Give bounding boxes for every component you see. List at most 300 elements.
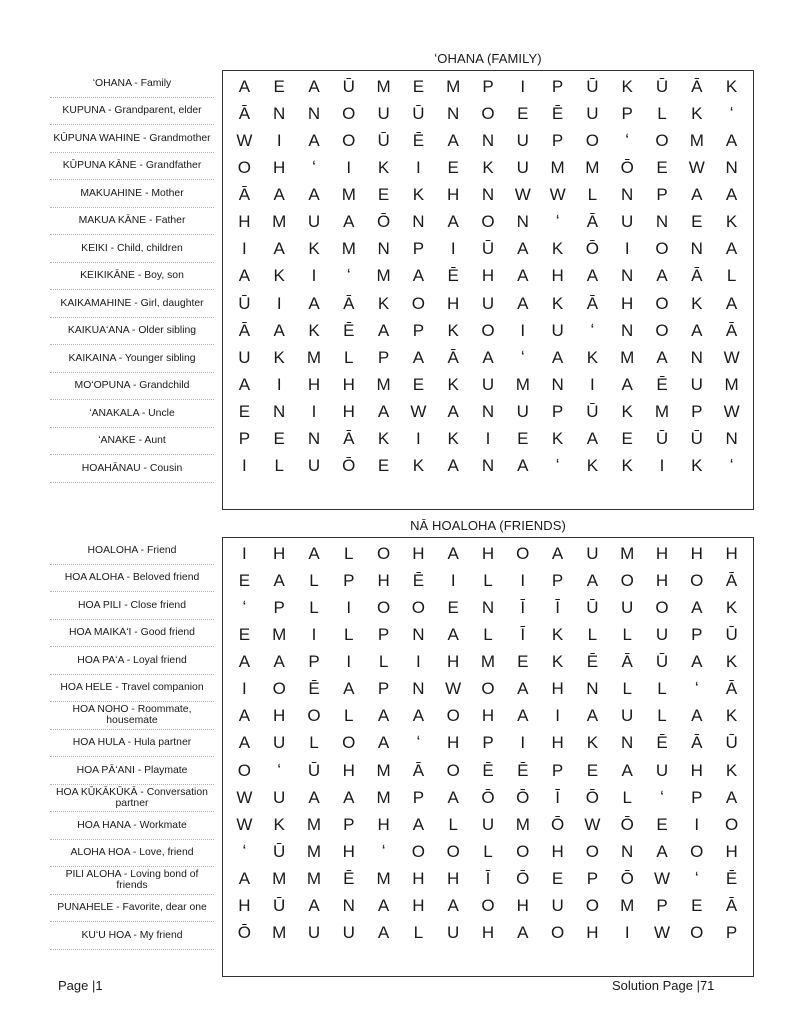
grid-cell: Ē	[725, 869, 738, 889]
grid-cell: O	[272, 679, 286, 699]
section-title: NĀ HOALOHA (FRIENDS)	[410, 518, 566, 533]
grid-cell	[366, 480, 401, 507]
grid-cell: Ā	[725, 320, 738, 340]
grid-cell: E	[586, 760, 599, 780]
grid-cell: W	[236, 814, 253, 834]
grid-cell	[610, 947, 645, 974]
grid-cell: I	[416, 429, 421, 449]
grid-cell: A	[621, 374, 633, 394]
grid-cell	[714, 480, 749, 507]
word-list-item: HOA NOHO - Roommate, housemate	[50, 702, 214, 730]
grid-cell: ʻ	[625, 130, 630, 150]
grid-cell: A	[447, 130, 459, 150]
grid-cell: L	[413, 923, 424, 943]
grid-cell: K	[691, 456, 703, 476]
grid-cell: K	[725, 652, 738, 672]
grid-cell: L	[309, 597, 319, 617]
grid-cell: P	[656, 185, 668, 205]
grid-cell: ʻ	[694, 679, 699, 699]
grid-cell: W	[688, 157, 705, 177]
grid-cell: P	[551, 76, 564, 96]
grid-cell: A	[273, 239, 285, 259]
grid-cell: P	[691, 624, 703, 644]
grid-cell	[297, 480, 332, 507]
word-list-item: PUNAHELE - Favorite, dear one	[50, 895, 214, 923]
grid-cell: O	[342, 733, 356, 753]
grid-cell: K	[586, 456, 599, 476]
grid-cell: I	[520, 570, 526, 590]
grid-cell: Ī	[520, 597, 526, 617]
grid-cell: A	[517, 923, 529, 943]
grid-cell: H	[725, 841, 738, 861]
grid-cell: N	[725, 157, 738, 177]
grid-cell: E	[691, 212, 703, 232]
grid-cell: W	[653, 869, 671, 889]
grid-cell: L	[344, 347, 354, 367]
grid-cell: A	[517, 706, 529, 726]
grid-cell: P	[551, 570, 564, 590]
grid-cell: U	[481, 814, 495, 834]
grid-cell: M	[376, 76, 391, 96]
grid-cell: K	[551, 652, 564, 672]
grid-cell: M	[515, 814, 530, 834]
grid-cell: E	[691, 896, 703, 916]
grid-cell: I	[694, 814, 700, 834]
grid-cell: N	[273, 103, 286, 123]
grid-cell: M	[376, 869, 391, 889]
grid-cell: P	[377, 679, 390, 699]
grid-cell: Ō	[237, 923, 252, 943]
word-list-item: HOA KŪKĀKŪKĀ - Conversation partner	[50, 785, 214, 813]
grid-cell: U	[238, 347, 251, 367]
grid-cell: K	[621, 402, 633, 422]
grid-cell: N	[621, 733, 634, 753]
grid-cell	[645, 480, 680, 507]
grid-cell: K	[725, 212, 738, 232]
grid-cell: Ō	[620, 814, 634, 834]
grid-cell: O	[690, 923, 704, 943]
grid-cell: U	[447, 923, 460, 943]
grid-cell: W	[723, 347, 740, 367]
grid-cell: P	[482, 76, 494, 96]
grid-cell: Ā	[343, 293, 355, 313]
grid-cell: H	[551, 266, 564, 286]
grid-cell: L	[483, 841, 493, 861]
grid-cell: W	[653, 923, 671, 943]
grid-cell: L	[344, 706, 354, 726]
grid-cell: U	[655, 760, 669, 780]
section-title: ʻOHANA (FAMILY)	[434, 51, 542, 66]
grid-cell: W	[549, 185, 566, 205]
grid-cell: A	[656, 841, 668, 861]
grid-cell: I	[346, 597, 352, 617]
grid-cell: H	[551, 679, 564, 699]
grid-cell: L	[483, 624, 493, 644]
grid-cell: Ā	[691, 733, 703, 753]
grid-cell: Ū	[586, 597, 599, 617]
grid-cell: H	[273, 543, 286, 563]
grid-cell: I	[346, 652, 352, 672]
grid-cell: Ū	[655, 429, 669, 449]
grid-cell: K	[273, 347, 285, 367]
grid-cell: N	[621, 185, 634, 205]
grid-cell: E	[551, 869, 564, 889]
grid-cell	[331, 480, 366, 507]
grid-cell: W	[410, 402, 427, 422]
grid-cell: N	[481, 402, 495, 422]
word-list-item: KŪPUNA WAHINE - Grandmother	[50, 125, 214, 153]
grid-cell: O	[411, 293, 425, 313]
grid-cell: N	[621, 266, 634, 286]
grid-cell: Ū	[725, 624, 738, 644]
grid-cell	[575, 480, 610, 507]
grid-cell: U	[342, 923, 355, 943]
grid-cell: A	[482, 347, 494, 367]
grid-cell: P	[343, 814, 355, 834]
grid-cell: I	[485, 429, 491, 449]
grid-cell	[262, 480, 297, 507]
grid-cell: K	[273, 814, 285, 834]
grid-cell: K	[377, 429, 390, 449]
grid-cell: A	[308, 130, 320, 150]
grid-cell: O	[446, 706, 460, 726]
grid-cell: P	[412, 320, 425, 340]
grid-cell: Ā	[238, 320, 251, 340]
grid-cell: H	[725, 543, 738, 563]
grid-cell: Ā	[412, 760, 425, 780]
grid-cell: E	[447, 157, 459, 177]
grid-cell: H	[377, 570, 390, 590]
grid-cell: E	[412, 76, 425, 96]
grid-cell: I	[450, 570, 456, 590]
grid-cell: H	[655, 570, 669, 590]
grid-cell: Ō	[481, 787, 495, 807]
grid-cell: A	[308, 185, 320, 205]
grid-cell	[366, 947, 401, 974]
grid-cell: K	[377, 293, 390, 313]
word-list-item: KŪPUNA KĀNE - Grandfather	[50, 153, 214, 181]
grid-cell: M	[689, 130, 704, 150]
word-list	[50, 70, 214, 483]
grid-cell: A	[725, 293, 738, 313]
grid-cell: Ē	[343, 869, 355, 889]
grid-cell: ʻ	[555, 212, 560, 232]
grid-cell: A	[343, 212, 355, 232]
grid-cell: A	[447, 543, 459, 563]
grid-cell: E	[447, 597, 459, 617]
grid-cell	[679, 947, 714, 974]
grid-cell: K	[691, 103, 703, 123]
grid-cell: K	[447, 320, 459, 340]
word-list-item: HOA PAʻA - Loyal friend	[50, 647, 214, 675]
grid-cell: Ū	[725, 733, 738, 753]
word-list-item: HOA PĀʻANI - Playmate	[50, 757, 214, 785]
grid-cell: L	[657, 103, 667, 123]
grid-cell: P	[308, 652, 320, 672]
grid-cell: I	[624, 239, 630, 259]
grid-cell: M	[446, 76, 461, 96]
grid-cell	[575, 947, 610, 974]
grid-cell: U	[273, 787, 286, 807]
grid-cell: U	[551, 320, 564, 340]
grid-cell: E	[273, 76, 285, 96]
grid-cell: U	[655, 624, 669, 644]
grid-cell	[471, 947, 506, 974]
grid-cell: M	[272, 869, 287, 889]
grid-cell: Ē	[447, 266, 459, 286]
grid-cell: A	[517, 293, 529, 313]
grid-cell: ʻ	[416, 733, 421, 753]
word-list-item: HOA MAIKAʻI - Good friend	[50, 620, 214, 648]
grid-cell: I	[242, 543, 247, 563]
grid-cell: ʻ	[277, 760, 282, 780]
grid-cell: K	[725, 706, 738, 726]
grid-cell: A	[308, 76, 320, 96]
grid-cell: N	[586, 679, 599, 699]
grid-cell: M	[272, 212, 287, 232]
grid-cell: O	[655, 597, 669, 617]
grid-cell: W	[236, 130, 253, 150]
grid-cell: A	[691, 652, 703, 672]
grid-cell: Ō	[585, 787, 599, 807]
grid-cell: U	[621, 597, 634, 617]
grid-cell: H	[481, 923, 495, 943]
grid-cell: K	[621, 76, 633, 96]
grid-cell: A	[551, 543, 564, 563]
grid-cell: A	[551, 347, 564, 367]
grid-cell	[610, 480, 645, 507]
grid-cell	[540, 947, 575, 974]
grid-cell: Ū	[273, 841, 286, 861]
grid-cell: O	[481, 212, 495, 232]
page-number: Page |1	[58, 978, 103, 993]
grid-cell: Ē	[551, 103, 564, 123]
grid-cell: L	[309, 570, 319, 590]
grid-cell: L	[657, 706, 667, 726]
grid-cell: E	[377, 456, 390, 476]
grid-cell: H	[412, 869, 425, 889]
grid-cell: I	[416, 652, 421, 672]
grid-cell: M	[620, 896, 635, 916]
grid-cell: A	[273, 320, 285, 340]
grid-cell: K	[447, 429, 459, 449]
grid-cell: Ī	[520, 624, 526, 644]
grid-cell: H	[412, 896, 425, 916]
grid-cell	[540, 480, 575, 507]
grid-cell: Ē	[412, 570, 425, 590]
grid-cell: W	[514, 185, 531, 205]
grid-cell: Ū	[481, 239, 495, 259]
grid-cell: A	[447, 212, 459, 232]
grid-cell: A	[656, 347, 668, 367]
grid-cell: N	[655, 212, 669, 232]
grid-cell: O	[376, 597, 391, 617]
grid-cell: Ē	[343, 320, 355, 340]
grid-cell	[331, 947, 366, 974]
grid-cell: I	[242, 679, 247, 699]
word-list-item: MAKUAHINE - Mother	[50, 180, 214, 208]
grid-cell: O	[481, 320, 495, 340]
grid-cell: A	[238, 706, 251, 726]
grid-cell: N	[725, 429, 738, 449]
grid-cell: Ō	[376, 212, 391, 232]
grid-cell: K	[725, 76, 738, 96]
grid-cell: L	[309, 733, 319, 753]
grid-cell: M	[272, 923, 287, 943]
grid-cell: A	[273, 652, 285, 672]
grid-cell: K	[377, 157, 390, 177]
grid-cell: L	[274, 456, 284, 476]
grid-cell: A	[691, 597, 703, 617]
grid-cell: A	[377, 923, 390, 943]
word-list-item: ʻOHANA - Family	[50, 70, 214, 98]
grid-cell	[227, 947, 262, 974]
grid-cell: A	[238, 869, 251, 889]
grid-cell: K	[308, 239, 320, 259]
grid-cell: E	[517, 103, 529, 123]
grid-cell: N	[273, 402, 286, 422]
grid-cell: N	[481, 185, 495, 205]
grid-cell: M	[306, 814, 322, 834]
grid-cell	[227, 480, 262, 507]
grid-cell: H	[690, 543, 703, 563]
grid-cell: O	[342, 130, 356, 150]
grid-cell: A	[691, 320, 703, 340]
grid-cell: L	[344, 543, 354, 563]
grid-cell: A	[725, 787, 738, 807]
grid-cell: A	[308, 293, 320, 313]
grid-cell: H	[447, 293, 460, 313]
grid-cell: ʻ	[729, 456, 734, 476]
grid-cell: Ū	[238, 293, 251, 313]
grid-cell: U	[481, 293, 495, 313]
grid-cell: O	[411, 841, 425, 861]
grid-cell: A	[238, 76, 251, 96]
grid-cell: O	[481, 679, 495, 699]
grid-cell: H	[307, 374, 321, 394]
grid-cell: H	[481, 706, 495, 726]
grid-cell: K	[725, 597, 738, 617]
grid-cell: O	[724, 814, 739, 834]
grid-cell: P	[551, 402, 564, 422]
grid-cell: O	[585, 130, 599, 150]
grid-cell: A	[377, 733, 390, 753]
grid-cell: ʻ	[555, 456, 560, 476]
grid-cell: H	[412, 543, 425, 563]
grid-cell: E	[412, 374, 425, 394]
grid-cell: O	[446, 760, 460, 780]
grid-cell: Ō	[620, 869, 634, 889]
grid-cell: ʻ	[729, 103, 734, 123]
word-list-item: HOALOHA - Friend	[50, 537, 214, 565]
word-list-item: ʻANAKE - Aunt	[50, 428, 214, 456]
grid-cell: P	[377, 347, 390, 367]
grid-cell: A	[343, 787, 355, 807]
grid-cell	[679, 480, 714, 507]
grid-cell	[471, 480, 506, 507]
grid-cell: N	[481, 130, 495, 150]
grid-cell: I	[520, 320, 526, 340]
grid-cell: A	[412, 266, 425, 286]
grid-cell: P	[273, 597, 285, 617]
grid-cell: Ē	[656, 733, 668, 753]
grid-cell: M	[376, 760, 391, 780]
grid-cell: O	[446, 841, 460, 861]
puzzle-grid	[222, 70, 754, 510]
grid-cell: A	[517, 679, 529, 699]
grid-cell: O	[342, 103, 356, 123]
grid-cell: Ī	[555, 597, 560, 617]
word-list-item: KEIKIKĀNE - Boy, son	[50, 263, 214, 291]
grid-cell: A	[377, 320, 390, 340]
grid-cell: N	[307, 103, 321, 123]
grid-cell: I	[555, 706, 560, 726]
grid-cell: H	[238, 212, 251, 232]
grid-cell: M	[654, 402, 670, 422]
grid-cell: K	[482, 157, 494, 177]
grid-cell: N	[481, 597, 495, 617]
grid-cell: P	[482, 733, 494, 753]
grid-cell: U	[621, 212, 634, 232]
grid-cell: P	[691, 787, 703, 807]
grid-cell: Ū	[586, 76, 599, 96]
grid-cell: O	[655, 320, 669, 340]
word-list-item: MAKUA KĀNE - Father	[50, 208, 214, 236]
grid-cell: E	[517, 429, 529, 449]
grid-cell: E	[273, 429, 285, 449]
grid-cell: K	[586, 733, 599, 753]
grid-cell: M	[550, 157, 565, 177]
grid-cell: K	[725, 760, 738, 780]
grid-cell: H	[551, 841, 564, 861]
grid-cell: Ō	[585, 239, 599, 259]
grid-cell: Ā	[725, 570, 738, 590]
grid-cell: A	[447, 787, 459, 807]
grid-cell: H	[655, 543, 669, 563]
grid-cell: W	[584, 814, 601, 834]
grid-cell	[505, 480, 540, 507]
grid-cell: Ā	[238, 103, 251, 123]
word-list-item: HOAHĀNAU - Cousin	[50, 455, 214, 483]
grid-cell: P	[412, 239, 425, 259]
grid-cell: O	[481, 103, 495, 123]
grid-cell: M	[480, 652, 496, 672]
grid-cell: M	[515, 374, 530, 394]
grid-cell: Ā	[586, 212, 599, 232]
grid-cell: U	[621, 706, 634, 726]
word-list-item: HOA HANA - Workmate	[50, 812, 214, 840]
grid-cell: I	[276, 293, 282, 313]
grid-cell: I	[311, 402, 317, 422]
grid-cell: H	[342, 402, 355, 422]
grid-cell: P	[656, 896, 668, 916]
grid-cell: K	[586, 347, 599, 367]
grid-cell: O	[620, 570, 634, 590]
grid-cell: U	[551, 896, 564, 916]
grid-cell: H	[481, 543, 495, 563]
grid-cell: N	[307, 429, 321, 449]
grid-cell: M	[341, 185, 356, 205]
grid-cell: ʻ	[520, 347, 525, 367]
grid-cell: Ū	[586, 402, 599, 422]
grid-cell: A	[412, 814, 425, 834]
grid-cell: U	[586, 103, 599, 123]
grid-cell: A	[238, 733, 251, 753]
grid-cell: A	[377, 896, 390, 916]
grid-cell: K	[621, 456, 633, 476]
grid-cell: Ē	[308, 679, 320, 699]
grid-cell: A	[377, 706, 390, 726]
